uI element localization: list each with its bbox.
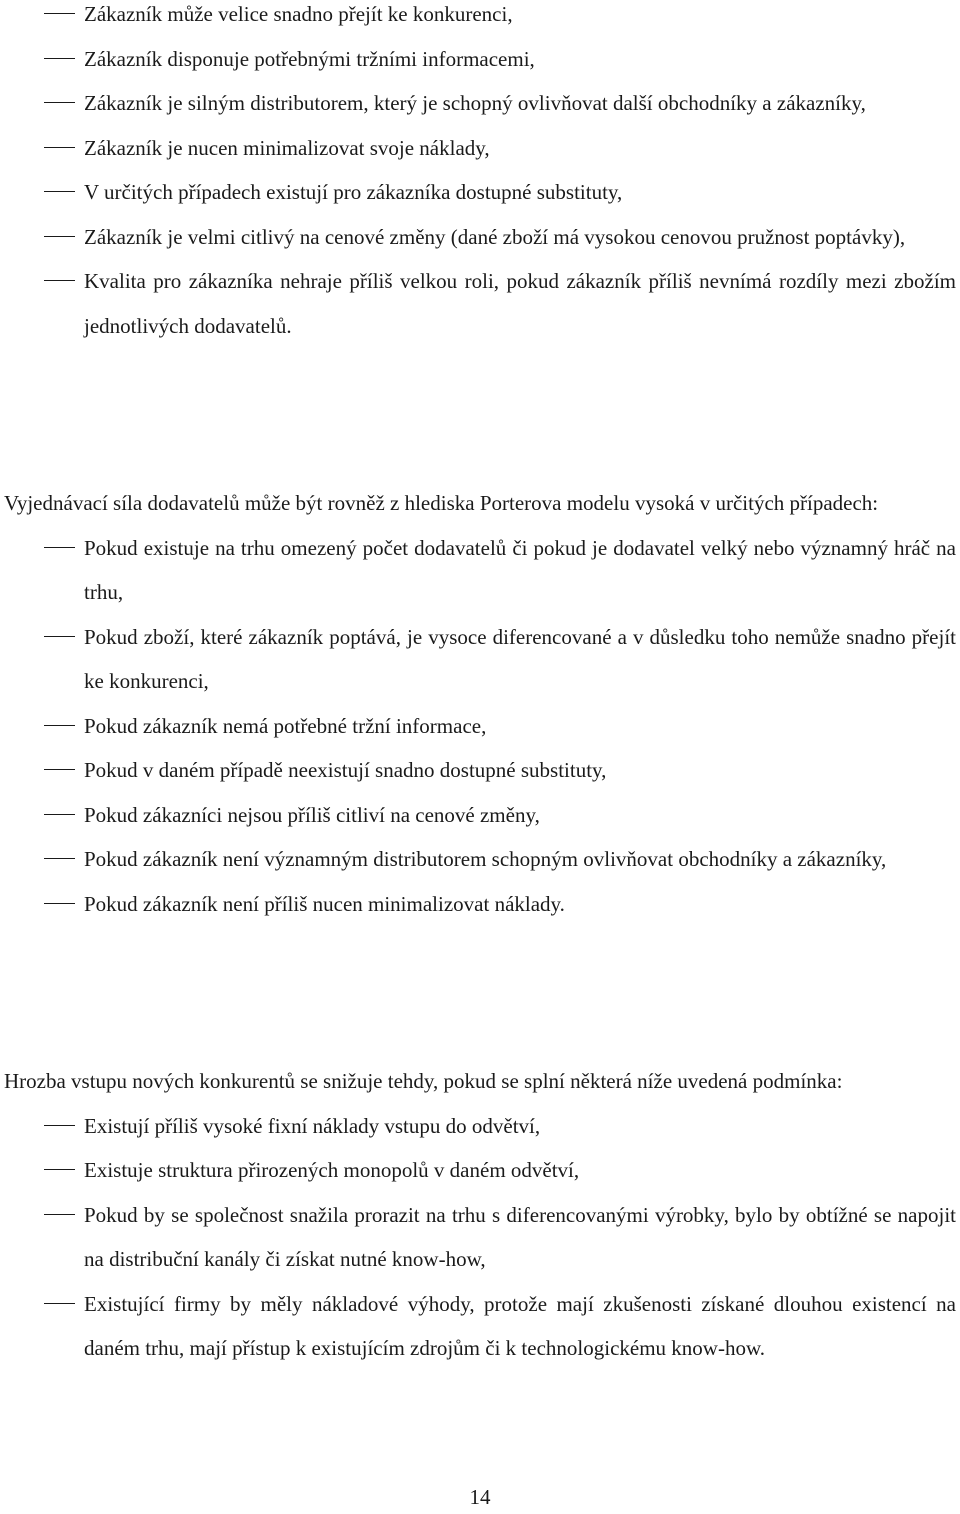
dash-bullet-icon (44, 13, 75, 14)
dash-bullet-icon (44, 769, 75, 770)
list-item-text: Pokud zákazník není významným distributorem schopným ovlivňovat obchodníky a zákazníky, (84, 847, 887, 871)
list-item (0, 1148, 960, 1193)
customer-power-section (0, 0, 960, 348)
list-item (0, 0, 960, 37)
dash-bullet-icon (44, 814, 75, 815)
dash-bullet-icon (44, 903, 75, 904)
dash-bullet-icon (44, 1125, 75, 1126)
list-item-text: V určitých případech existují pro zákazníka dostupné substituty, (84, 180, 623, 204)
list-item (0, 259, 960, 348)
list-item (0, 837, 960, 882)
list-item-text: Kvalita pro zákazníka nehraje příliš velkou roli, pokud zákazník příliš nevnímá rozdíly mezi zbožím jednotlivých dodavatelů. (84, 269, 956, 338)
dash-bullet-icon (44, 547, 75, 548)
page-number: 14 (469, 1485, 491, 1509)
list-item (0, 37, 960, 82)
new-entrants-list (0, 1104, 960, 1371)
list-item-text: Zákazník je silným distributorem, který je schopný ovlivňovat další obchodníky a zákazníky, (84, 91, 866, 115)
list-item-text: Pokud by se společnost snažila prorazit na trhu s diferencovanými výrobky, bylo by obtížné se napojit na distribuční kanály či získat nutné know-how, (84, 1202, 956, 1271)
list-item (0, 882, 960, 927)
list-item (0, 126, 960, 171)
new-entrants-paragraph: Hrozba vstupu nových konkurentů se snižuje tehdy, pokud se splní některá níže uvedená podmínka: (4, 1069, 843, 1093)
list-item (0, 81, 960, 126)
list-item-text: Existující firmy by měly nákladové výhody, protože mají zkušenosti získané dlouhou existencí na daném trhu, mají přístup k existujícím zdrojům či k technologickému know-how. (84, 1291, 956, 1360)
list-item (0, 793, 960, 838)
list-item-text: Zákazník je velmi citlivý na cenové změny (dané zboží má vysokou cenovou pružnost poptávky), (84, 224, 906, 249)
list-item-text: Existují příliš vysoké fixní náklady vstupu do odvětví, (84, 1113, 541, 1138)
dash-bullet-icon (44, 725, 75, 726)
list-item (0, 170, 960, 215)
supplier-power-list (0, 526, 960, 927)
list-item-text: Pokud zákazník není příliš nucen minimalizovat náklady. (84, 891, 565, 916)
list-item (0, 1282, 960, 1371)
list-item (0, 748, 960, 793)
list-item-text: Existuje struktura přirozených monopolů v daném odvětví, (84, 1158, 580, 1182)
dash-bullet-icon (44, 1169, 75, 1170)
supplier-power-paragraph: Vyjednávací síla dodavatelů může být rovněž z hlediska Porterova modelu vysoká v určitých případech: (4, 491, 879, 515)
list-item (0, 215, 960, 260)
list-item (0, 526, 960, 615)
list-item-text: Pokud v daném případě neexistují snadno dostupné substituty, (84, 758, 607, 782)
list-item-text: Pokud zákazníci nejsou příliš citliví na cenové změny, (84, 802, 540, 827)
dash-bullet-icon (44, 858, 75, 859)
dash-bullet-icon (44, 236, 75, 237)
list-item (0, 704, 960, 749)
dash-bullet-icon (44, 191, 75, 192)
list-item-text: Pokud zákazník nemá potřebné tržní informace, (84, 713, 487, 738)
list-item (0, 1193, 960, 1282)
dash-bullet-icon (44, 147, 75, 148)
dash-bullet-icon (44, 636, 75, 637)
dash-bullet-icon (44, 1303, 75, 1304)
supplier-power-section (0, 481, 960, 926)
dash-bullet-icon (44, 58, 75, 59)
list-item-text: Zákazník může velice snadno přejít ke konkurenci, (84, 2, 513, 26)
dash-bullet-icon (44, 102, 75, 103)
list-item-text: Pokud zboží, které zákazník poptává, je vysoce diferencované a v důsledku toho nemůže snadno přejít ke konkurenci, (84, 624, 956, 693)
list-item-text: Zákazník je nucen minimalizovat svoje náklady, (84, 135, 490, 160)
dash-bullet-icon (44, 280, 75, 281)
list-item (0, 615, 960, 704)
list-item-text: Zákazník disponuje potřebnými tržními informacemi, (84, 46, 535, 71)
list-item-text: Pokud existuje na trhu omezený počet dodavatelů či pokud je dodavatel velký nebo významný hráč na trhu, (84, 535, 956, 604)
dash-bullet-icon (44, 1214, 75, 1215)
list-item (0, 1104, 960, 1149)
new-entrants-section (0, 1059, 960, 1371)
customer-power-list (0, 0, 960, 348)
